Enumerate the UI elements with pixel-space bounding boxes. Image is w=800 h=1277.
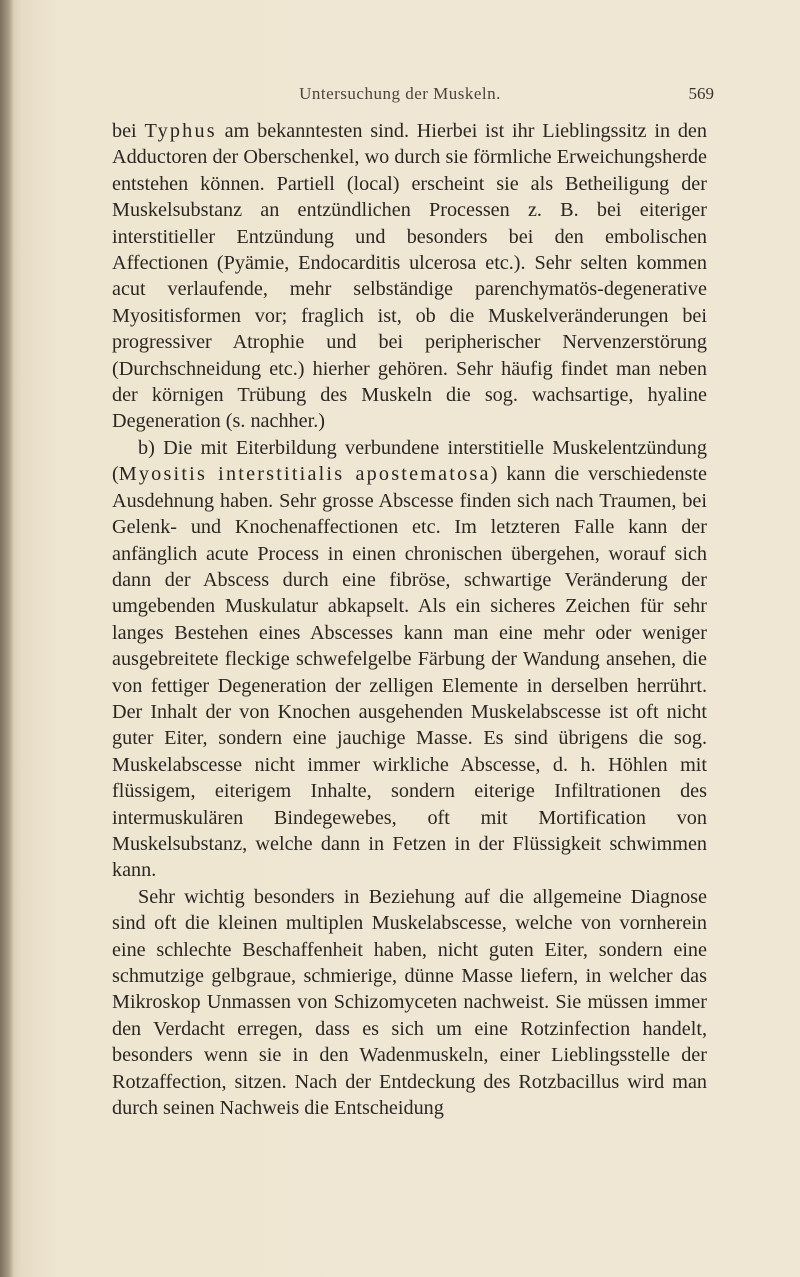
text-run: bei: [112, 120, 145, 142]
emphasis-spaced: Myositis interstitialis apostematosa: [118, 463, 491, 486]
text-run: Sehr wichtig besonders in Beziehung auf die allgemeine Diagnose sind oft die kleinen multiplen Muskelabscesse, welche von vornherein eine schlechte Beschaffenheit haben, nicht guten Eiter, sondern eine schmutzige gelbgraue, schmierige, dünne Masse liefern, in welcher das Mikroskop Unmassen von Schizomyceten nachweist. Sie müssen immer den Verdacht erregen, dass es sich um eine Rotzinfection handelt, besonders wenn sie in den Wadenmuskeln, einer Lieblingsstelle der Rotzaffection, sitzen. Nach der Entdeckung des Rotzbacillus wird man durch seinen Nachweis die Entscheidung: [112, 885, 707, 1120]
text-run: am bekanntesten sind. Hierbei ist ihr Lieblingssitz in den Adductoren der Oberschenkel, wo durch sie förmliche Erweichungsherde entstehen können. Partiell (local) erscheint sie als Betheiligung der Muskelsubstanz an entzündlichen Processen z. B. bei eiteriger interstitieller Entzündung und besonders bei den embolischen Affectionen (Pyämie, Endocarditis ulcerosa etc.). Sehr selten kommen acut verlaufende, mehr selbständige parenchymatös-degenerative Myositisformen vor; fraglich ist, ob die Muskelveränderungen bei progressiver Atrophie und bei peripherischer Nervenzerstörung (Durchschneidung etc.) hierher gehören. Sehr häufig findet man neben der körnigen Trübung des Muskeln die sog. wachsartige, hyaline Degeneration (s. nachher.): [112, 120, 707, 433]
paragraph-2: [112, 435, 707, 884]
text-run: b) Die mit Eiterbildung verbundene interstitielle Muskelentzündung (: [112, 436, 707, 486]
emphasis-spaced: Typhus: [144, 120, 217, 142]
paragraph-3: [112, 884, 707, 1122]
running-title: Untersuchung der Muskeln.: [299, 84, 501, 103]
paragraph-1: [112, 118, 707, 435]
body-text: [112, 118, 707, 1121]
page-header: [0, 84, 800, 108]
book-spine-shadow: [0, 0, 14, 1277]
page-number: 569: [688, 84, 714, 103]
text-run: ) kann die verschiedenste Ausdehnung haben. Sehr grosse Abscesse finden sich nach Traumen, bei Gelenk- und Knochenaffectionen etc. Im letzteren Falle kann der anfänglich acute Process in einen chronischen übergehen, worauf sich dann der Abscess durch eine fibröse, schwartige Veränderung der umgebenden Muskulatur abkapselt. Als ein sicheres Zeichen für sehr langes Bestehen eines Abscesses kann man eine mehr oder weniger ausgebreitete fleckige schwefelgelbe Färbung der Wandung ansehen, die von fettiger Degeneration der zelligen Elemente in derselben herrührt. Der Inhalt der von Knochen ausgehenden Muskelabscesse ist oft nicht guter Eiter, sondern eine jauchige Masse. Es sind übrigens die sog. Muskelabscesse nicht immer wirkliche Abscesse, d. h. Höhlen mit flüssigem, eiterigem Inhalte, sondern eiterige Infiltrationen des intermuskulären Bindegewebes, oft mit Mortification von Muskelsubstanz, welche dann in Fetzen in der Flüssigkeit schwimmen kann.: [112, 463, 707, 882]
